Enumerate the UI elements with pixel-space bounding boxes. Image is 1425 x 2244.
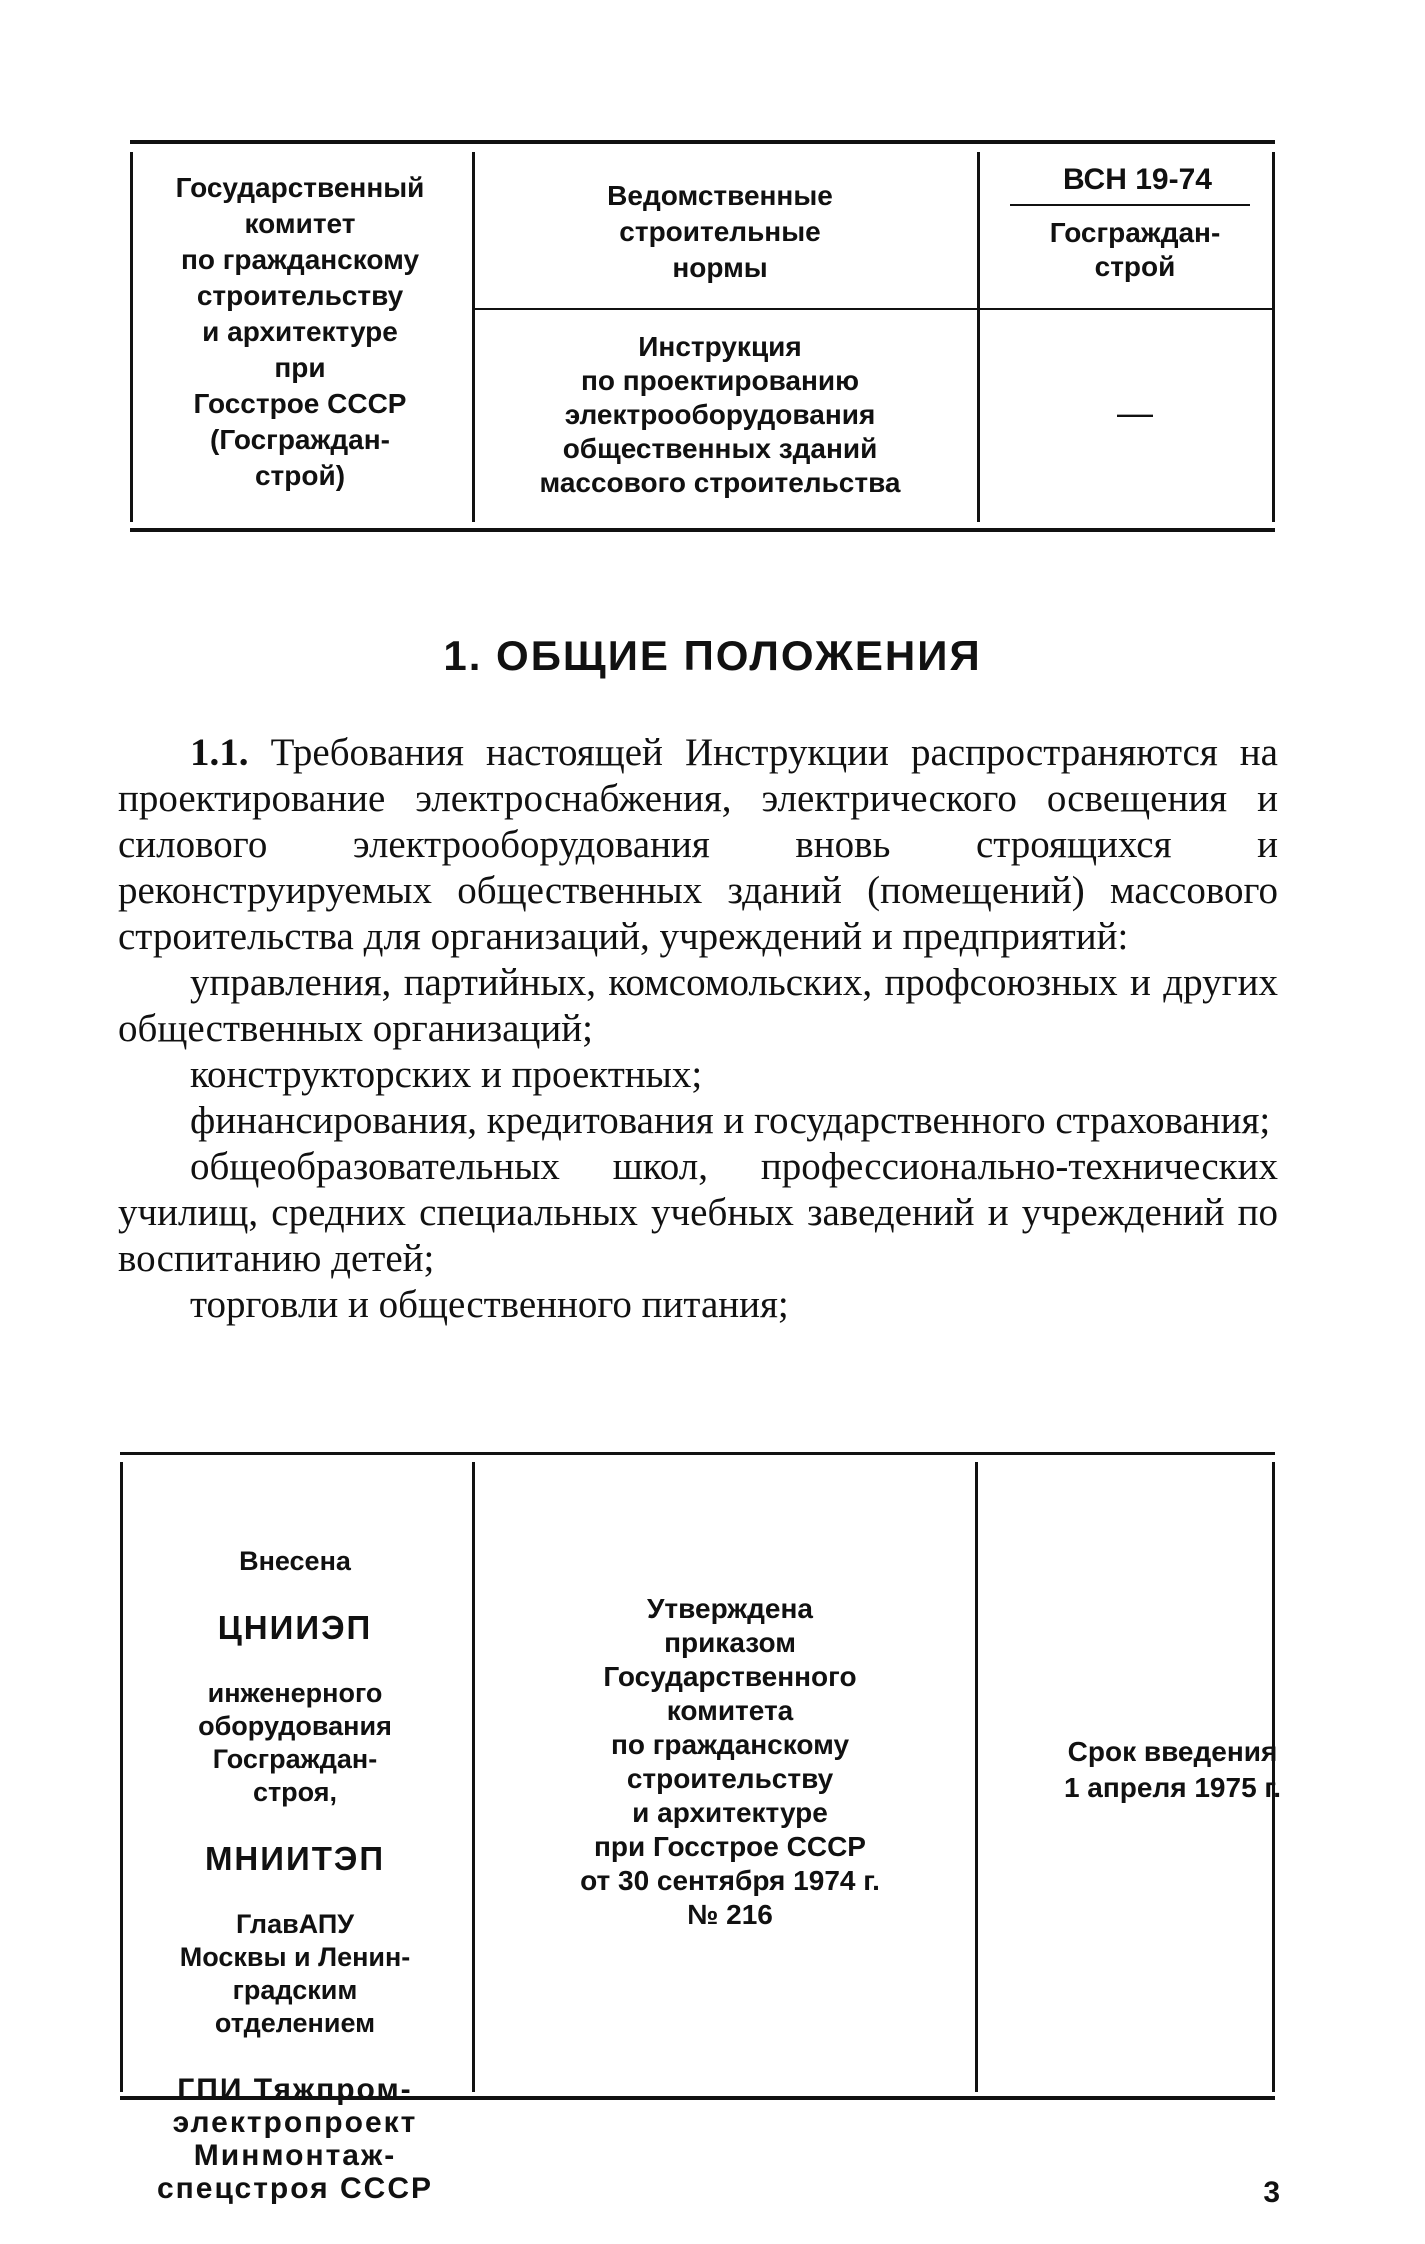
- clause-number: 1.1.: [190, 731, 249, 774]
- header-organization: Государственный комитет по гражданскому строительству и архитектуре при Госстрое СССР (Госграждан- строй): [175, 172, 425, 491]
- section-heading: 1. ОБЩИЕ ПОЛОЖЕНИЯ: [443, 632, 982, 679]
- header-code: ВСН 19-74: [1063, 163, 1212, 196]
- list-item: финансирования, кредитования и государственного страхования;: [190, 1099, 1271, 1142]
- footer-submitted-by: [130, 1512, 460, 2238]
- clause-text: Требования настоящей Инструкции распространяются на проектирование электроснабжения, электрического освещения и силового электрооборудования вновь строящихся и реконструируемых общественных зданий (помещений) массового строительства для организаций, учреждений и предприятий:: [118, 731, 1278, 958]
- submitted-detail-3: ГПИ Тяжпром- электропроект Минмонтаж- спецстроя СССР: [156, 2073, 433, 2205]
- submitted-org-2: МНИИТЭП: [204, 1840, 386, 1877]
- submitted-detail-2: ГлавАПУ Москвы и Ленин- градским отделением: [179, 1909, 411, 2038]
- header-left-border: [130, 152, 133, 522]
- header-issuer-short: Госграждан- строй: [1049, 217, 1221, 282]
- header-document-type: Ведомственные строительные нормы: [607, 180, 833, 283]
- header-top-rule: [130, 140, 1275, 144]
- footer-left-border: [120, 1462, 123, 2092]
- header-replaces: —: [1117, 392, 1153, 433]
- header-row-divider: [475, 308, 1275, 310]
- header-divider-2: [977, 152, 980, 522]
- submitted-detail-1: инженерного оборудования Госграждан- строя,: [198, 1678, 392, 1807]
- header-title: Инструкция по проектированию электрооборудования общественных зданий массового строительства: [539, 331, 901, 498]
- list-item: общеобразовательных школ, профессионально-технических училищ, средних специальных учебных заведений и учреждений по воспитанию детей;: [118, 1145, 1278, 1280]
- header-table: [130, 140, 1275, 532]
- body-text: [118, 730, 1278, 1328]
- footer-approved: Утверждена приказом Государственного комитета по гражданскому строительству и архитектуре при Госстрое СССР от 30 сентября 1974 г. № 216: [580, 1593, 880, 1930]
- footer-bottom-rule: [120, 2096, 1275, 2100]
- list-item: конструкторских и проектных;: [190, 1053, 703, 1096]
- list-item: управления, партийных, комсомольских, профсоюзных и других общественных организаций;: [118, 961, 1278, 1050]
- clause-paragraph: [118, 730, 1278, 960]
- submitted-label: Внесена: [239, 1546, 351, 1576]
- header-right-border: [1272, 152, 1275, 522]
- footer-effective-date: Срок введения 1 апреля 1975 г.: [1063, 1736, 1282, 1803]
- list-item: торговли и общественного питания;: [190, 1283, 789, 1326]
- code-underline: [1010, 204, 1250, 206]
- page-number: 3: [1263, 2176, 1280, 2209]
- footer-top-rule: [120, 1452, 1275, 1455]
- header-bottom-rule: [130, 528, 1275, 532]
- footer-table: [120, 1452, 1282, 2205]
- submitted-org-1: ЦНИИЭП: [217, 1609, 373, 1646]
